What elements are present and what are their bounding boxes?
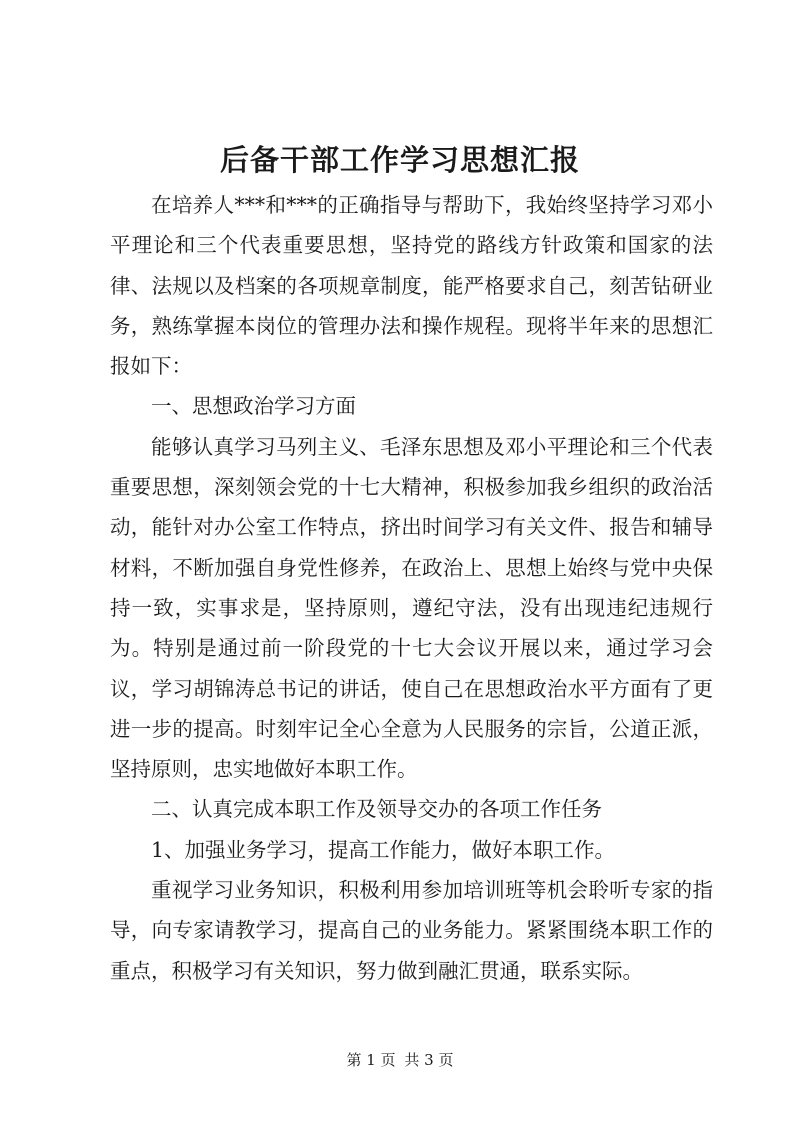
document-body (110, 185, 713, 991)
paragraph-political-study: 能够认真学习马列主义、毛泽东思想及邓小平理论和三个代表重要思想，深刻领会党的十七大精神，积极参加我乡组织的政治活动，能针对办公室工作特点，挤出时间学习有关文件、报告和辅导材料，不断加强自身党性修养，在政治上、思想上始终与党中央保持一致，实事求是，坚持原则，遵纪守法，没有出现违纪违规行为。特别是通过前一阶段党的十七大会议开展以来，通过学习会议，学习胡锦涛总书记的讲话，使自己在思想政治水平方面有了更进一步的提高。时刻牢记全心全意为人民服务的宗旨，公道正派，坚持原则，忠实地做好本职工作。 (110, 434, 713, 782)
heading-section-2: 二、认真完成本职工作及领导交办的各项工作任务 (151, 797, 602, 822)
page-number: 第 1 页 (346, 1051, 396, 1069)
document-title: 后备干部工作学习思想汇报 (219, 143, 580, 177)
page-footer (0, 1050, 800, 1070)
heading-section-1: 一、思想政治学习方面 (151, 394, 356, 419)
paragraph-intro: 在培养人***和***的正确指导与帮助下，我始终坚持学习邓小平理论和三个代表重要思想，坚持党的路线方针政策和国家的法律、法规以及档案的各项规章制度，能严格要求自己，刻苦钻研业务，熟练掌握本岗位的管理办法和操作规程。现将半年来的思想汇报如下： (110, 193, 713, 379)
heading-subsection-1: 1、加强业务学习，提高工作能力，做好本职工作。 (151, 837, 616, 862)
page-total: 共 3 页 (404, 1051, 454, 1069)
paragraph-business-study: 重视学习业务知识，积极利用参加培训班等机会聆听专家的指导，向专家请教学习，提高自己的业务能力。紧紧围绕本职工作的重点，积极学习有关知识，努力做到融汇贯通，联系实际。 (110, 878, 713, 983)
